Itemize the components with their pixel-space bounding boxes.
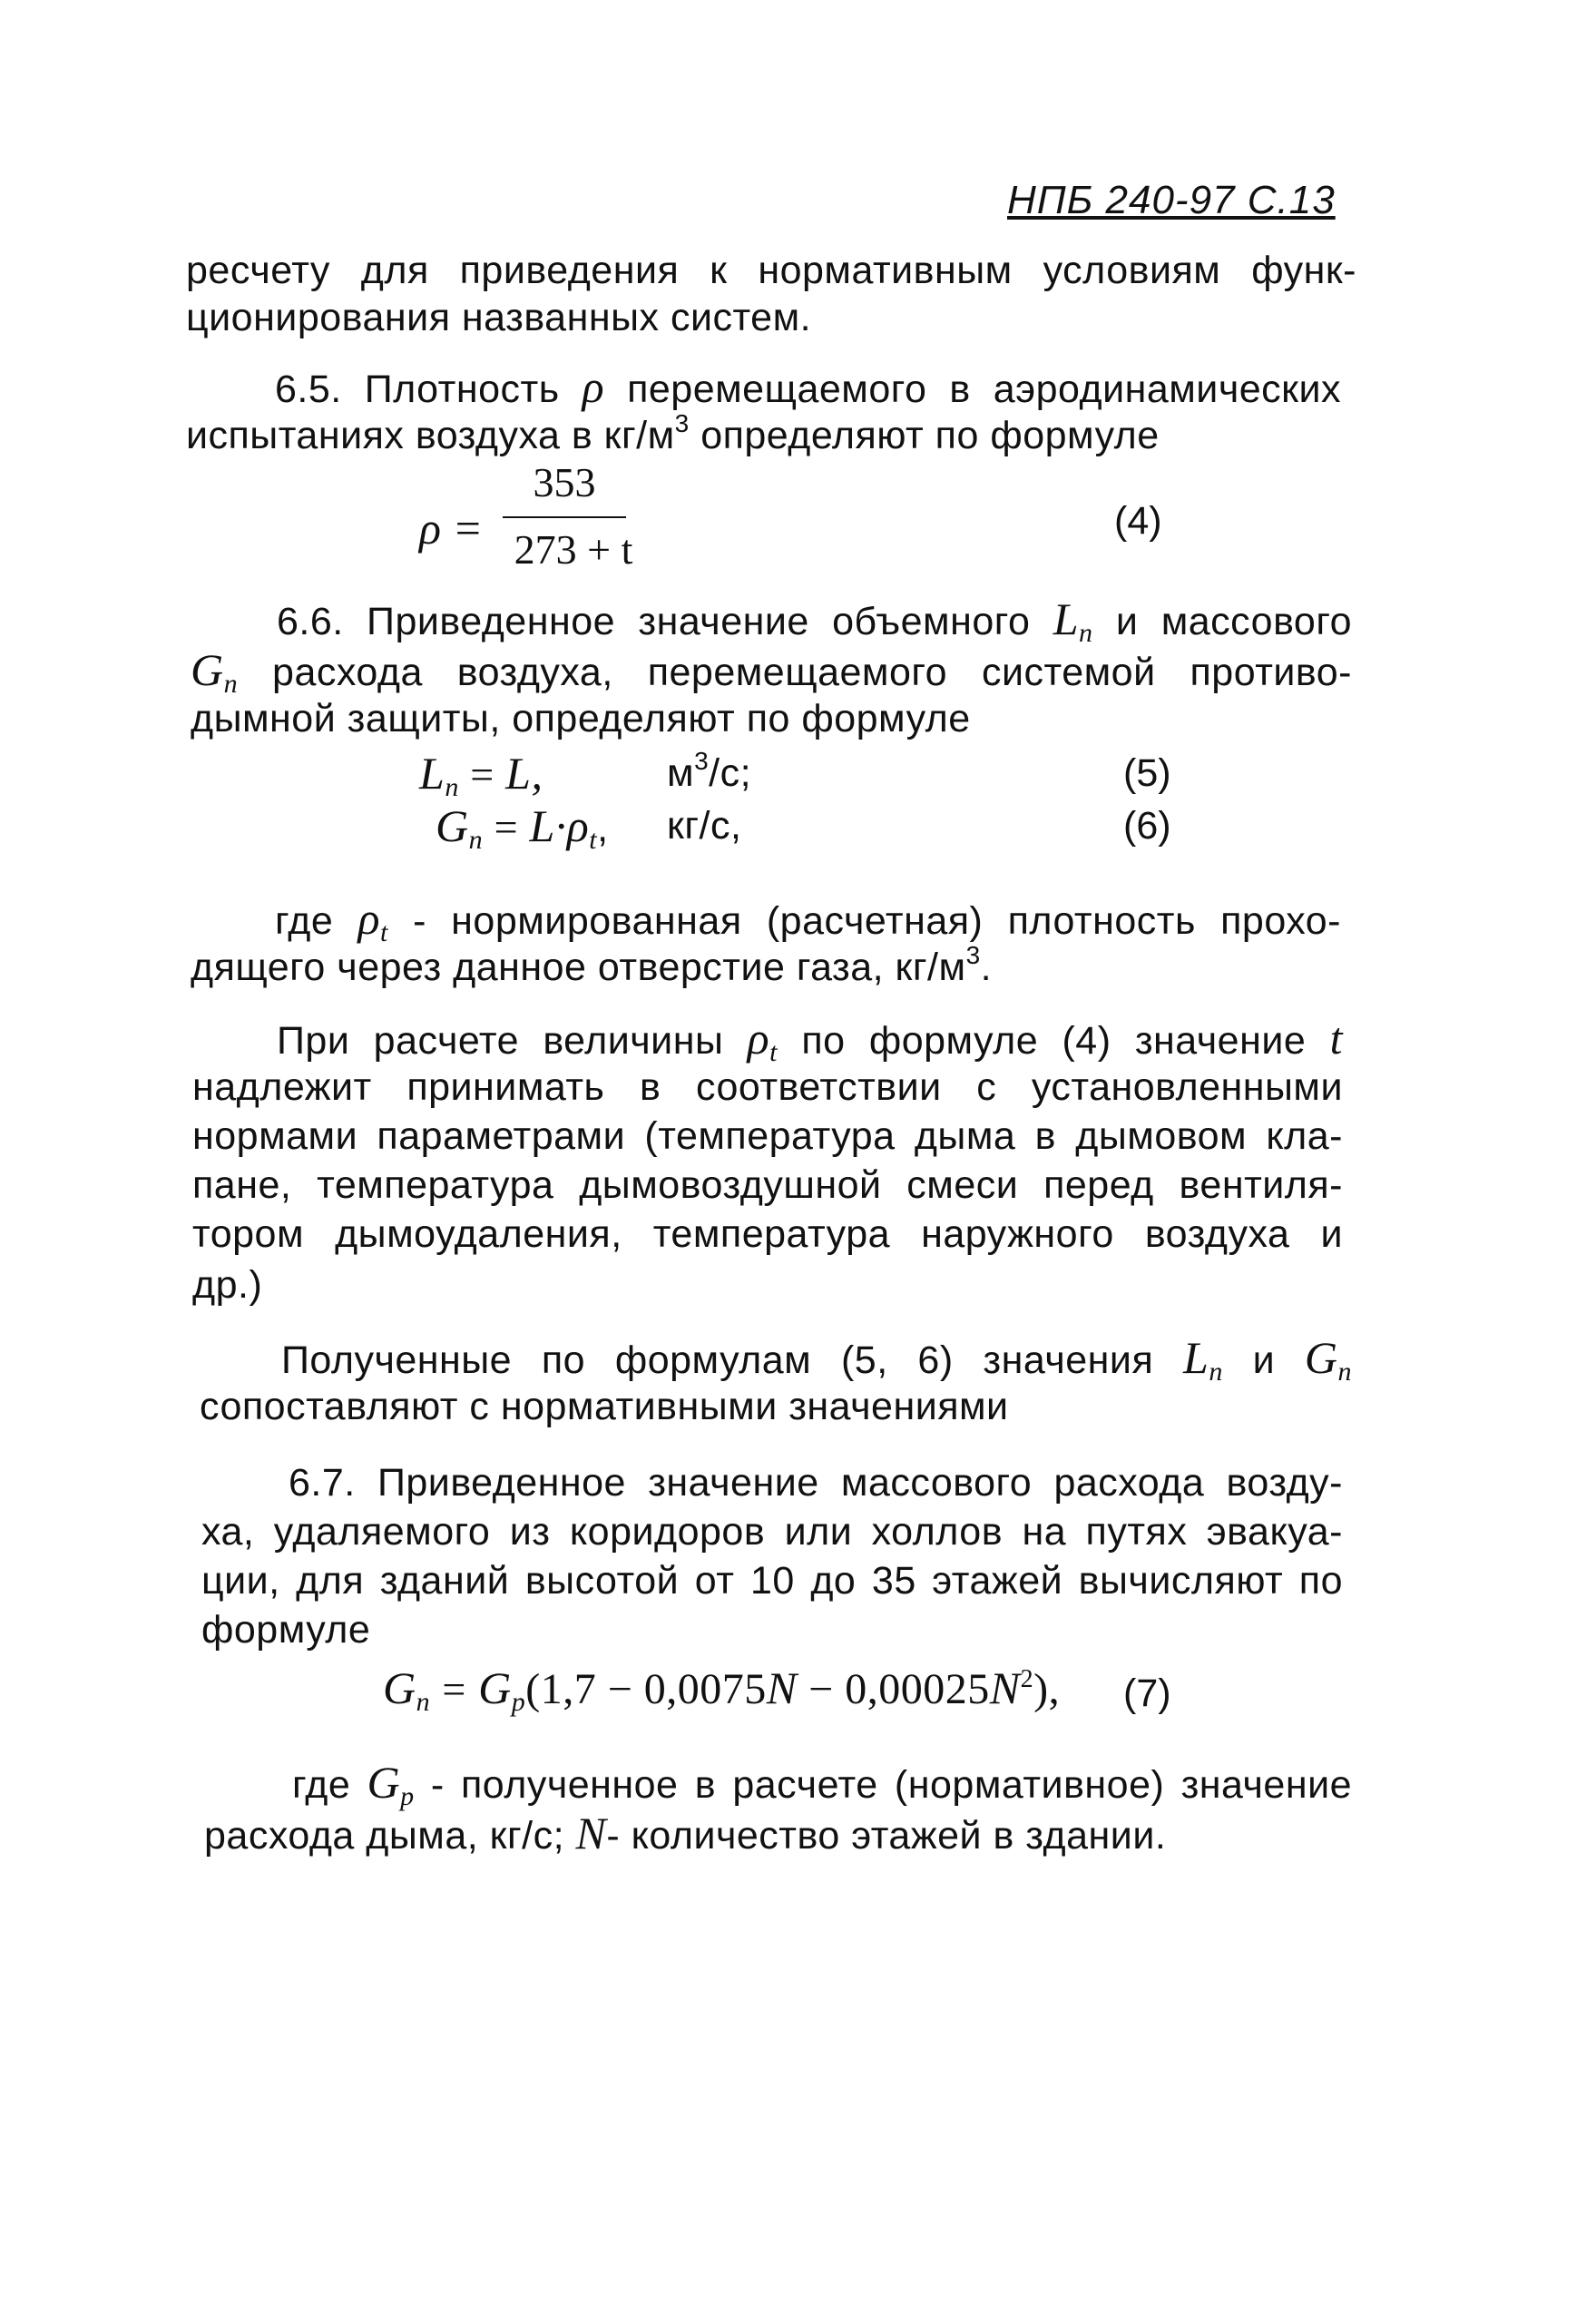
symbol-text: G — [367, 1757, 401, 1808]
subscript: t — [380, 917, 388, 947]
text-span: тором дымоудаления, температура наружного воздуха и — [192, 1212, 1343, 1256]
text-span: - полученное в расчете (нормативное) значение — [430, 1763, 1352, 1807]
text-span: ции, для зданий высотой от 10 до 35 этажей вычисляют по — [201, 1559, 1343, 1603]
text-span: др.) — [192, 1263, 263, 1307]
text-span: и — [1252, 1338, 1276, 1382]
symbol-text: L· — [529, 800, 567, 851]
equals-sign: = — [470, 751, 494, 798]
symbol-text: ρ — [747, 1013, 770, 1064]
formula-5 — [419, 750, 543, 804]
subscript: t — [589, 825, 598, 855]
text-line — [186, 294, 811, 341]
text-line — [201, 1606, 370, 1653]
equals-sign: = — [494, 804, 519, 850]
text-span: 6.7. Приведенное значение массового расхода возду- — [289, 1461, 1343, 1505]
text-span: где — [275, 899, 334, 943]
formula-body: ), — [1033, 1665, 1061, 1713]
symbol-text: G — [478, 1662, 512, 1713]
text-line — [192, 1064, 1343, 1111]
text-line — [192, 1211, 1343, 1258]
text-span: по формуле (4) значение — [801, 1019, 1307, 1063]
fraction-numerator: 353 — [533, 459, 596, 505]
text-span: 6.5. Плотность — [275, 368, 560, 411]
Gn-symbol — [191, 644, 239, 699]
text-span: расхода дыма, кг/с; — [204, 1814, 565, 1858]
text-span: - количество этажей в здании. — [606, 1814, 1167, 1858]
symbol-text: G — [1304, 1332, 1338, 1383]
fraction-bar — [503, 516, 626, 518]
page-header: НПБ 240-97 С.13 — [1007, 178, 1336, 222]
formula-7 — [383, 1664, 1060, 1720]
t-symbol: t — [1329, 1013, 1343, 1064]
text-line — [275, 363, 1341, 413]
text-line — [204, 1809, 1166, 1859]
text-span: /с; — [709, 751, 752, 795]
formula-body: (1,7 − 0,0075 — [525, 1665, 767, 1713]
formula-6 — [436, 802, 609, 857]
text-span: ха, удаляемого из коридоров или холлов на путях эвакуа- — [201, 1510, 1343, 1554]
formula-4 — [419, 458, 655, 585]
Ln-symbol — [1053, 593, 1093, 648]
text-line — [289, 1459, 1343, 1506]
text-span: сопоставляют с нормативными значениями — [200, 1385, 1009, 1428]
subscript: n — [445, 772, 459, 802]
text-span: расхода воздуха, перемещаемого системой противо- — [272, 651, 1352, 694]
text-line — [201, 1557, 1343, 1604]
subscript: n — [1337, 1357, 1353, 1387]
text-line — [275, 895, 1341, 949]
Gn-symbol — [1304, 1332, 1353, 1387]
subscript: t — [769, 1037, 778, 1067]
formula-5-unit — [667, 747, 752, 801]
text-line — [186, 409, 1160, 464]
text-span: формуле — [201, 1608, 371, 1652]
text-span: дымной защиты, определяют по формуле — [191, 697, 971, 740]
superscript: 3 — [965, 941, 981, 969]
text-span: испытаниях воздуха в кг/м — [186, 414, 675, 457]
text-line — [192, 1162, 1343, 1209]
text-span: где — [292, 1763, 351, 1807]
text-span: При расчете величины — [277, 1019, 724, 1063]
text-span: дящего через данное отверстие газа, кг/м — [191, 946, 966, 989]
text-span: определяют по формуле — [689, 414, 1160, 457]
text-line — [192, 1113, 1343, 1160]
formula-rhs: L, — [505, 748, 543, 799]
equation-number: (5) — [1123, 751, 1171, 795]
rho-symbol: ρ — [566, 800, 590, 851]
subscript: n — [468, 825, 484, 855]
subscript: p — [511, 1687, 526, 1717]
text-line — [200, 1383, 1009, 1430]
symbol-text: N — [989, 1662, 1021, 1713]
rho-t-symbol — [747, 1013, 778, 1067]
text-span: ционирования названных систем. — [186, 296, 812, 339]
superscript: 3 — [694, 747, 710, 775]
text-span: нормами параметрами (температура дыма в дымовом кла- — [192, 1114, 1343, 1158]
rho-t-symbol — [357, 893, 388, 947]
equation-number: (7) — [1123, 1672, 1171, 1715]
symbol-text: G — [383, 1662, 416, 1713]
rho-symbol: ρ — [582, 361, 605, 412]
formula-body: − 0,00025 — [797, 1665, 990, 1713]
text-span: надлежит принимать в соответствии с установленными — [192, 1065, 1343, 1109]
subscript: p — [400, 1781, 415, 1811]
fraction-denominator: 273 + t — [514, 526, 633, 573]
text-span: Полученные по формулам (5, 6) значения — [281, 1338, 1154, 1382]
N-symbol: N — [575, 1808, 607, 1858]
symbol-text: G — [436, 800, 469, 851]
text-line — [277, 595, 1352, 650]
symbol-text: L — [419, 748, 446, 799]
text-span: - нормированная (расчетная) плотность прохо- — [413, 899, 1342, 943]
Ln-symbol — [1183, 1332, 1223, 1387]
text-line — [201, 1508, 1343, 1555]
symbol-text: ρ — [357, 893, 381, 944]
subscript: n — [416, 1687, 431, 1717]
symbol-text: N — [766, 1662, 798, 1713]
formula-6-unit — [667, 802, 741, 849]
symbol-text: L — [1053, 593, 1080, 644]
superscript: 2 — [1020, 1665, 1034, 1693]
text-line — [191, 646, 1352, 701]
subscript: n — [1079, 618, 1093, 648]
text-span: и массового — [1115, 600, 1352, 643]
text-line — [277, 1015, 1343, 1069]
text-span: пане, температура дымовоздушной смеси перед вентиля- — [192, 1163, 1343, 1207]
Gp-symbol — [367, 1757, 415, 1811]
text-line — [191, 695, 971, 742]
text-line — [186, 247, 1356, 294]
superscript: 3 — [674, 409, 690, 437]
equation-number: (4) — [1114, 499, 1162, 543]
text-span: ресчету для приведения к нормативным условиям функ- — [186, 249, 1356, 292]
formula-lhs: ρ = — [419, 503, 484, 554]
text-line — [191, 941, 993, 995]
text-span: 6.6. Приведенное значение объемного — [277, 600, 1031, 643]
symbol-text: L — [1183, 1332, 1209, 1383]
text-span: , — [597, 807, 609, 850]
text-line — [292, 1759, 1352, 1813]
text-span: . — [980, 946, 993, 989]
text-span: м — [667, 751, 695, 795]
text-span: перемещаемого в аэродинамических — [627, 368, 1341, 411]
subscript: n — [1209, 1357, 1223, 1387]
subscript: n — [223, 669, 239, 699]
text-line — [281, 1334, 1352, 1388]
text-line — [192, 1261, 262, 1309]
symbol-text: G — [191, 644, 224, 695]
text-span: кг/с, — [667, 804, 742, 848]
equation-number: (6) — [1123, 804, 1171, 848]
equals-sign: = — [442, 1666, 466, 1712]
